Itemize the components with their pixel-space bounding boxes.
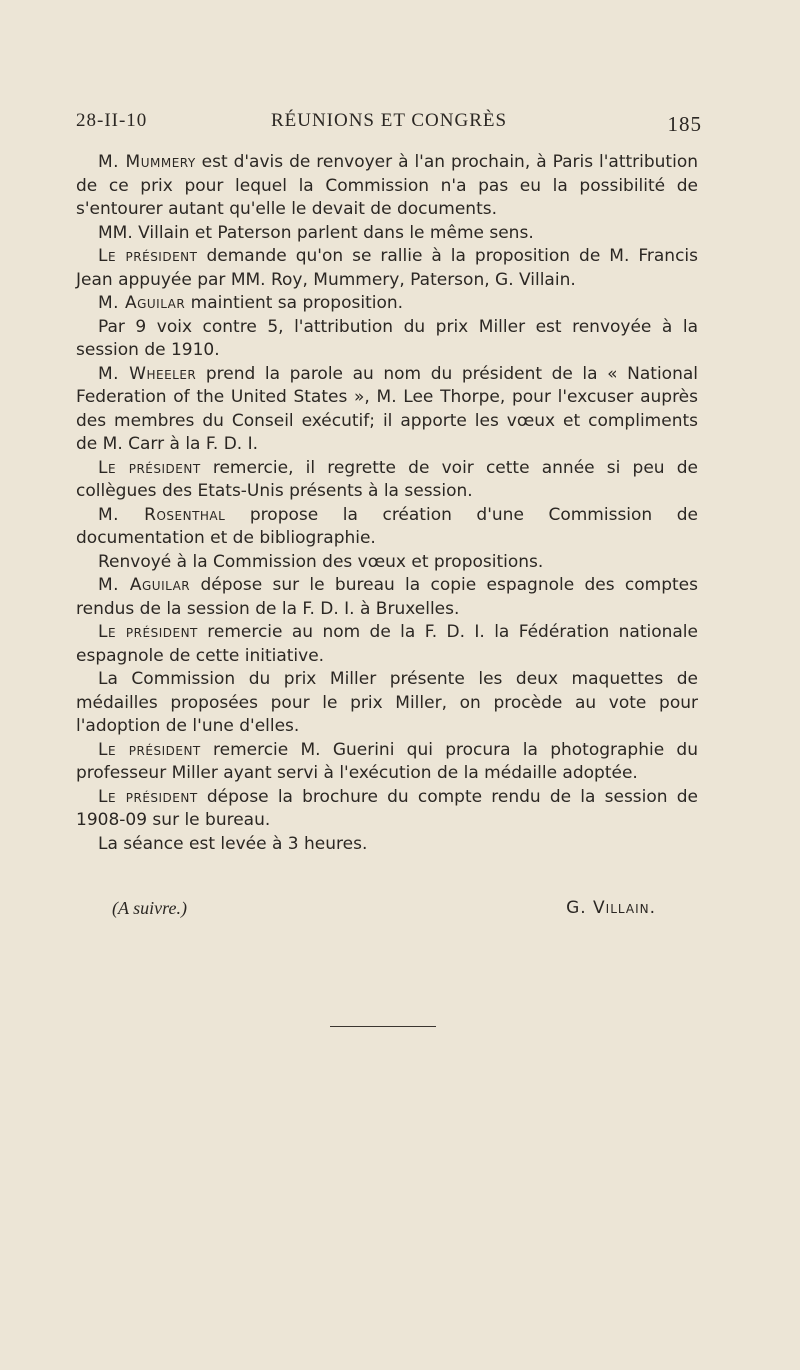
- paragraph: [76, 363, 698, 457]
- speaker-name: M. Wheeler: [98, 363, 197, 384]
- body-text: [76, 151, 698, 856]
- section-divider: [330, 1026, 436, 1027]
- to-be-continued: (A suivre.): [112, 898, 187, 918]
- running-title: RÉUNIONS ET CONGRÈS: [270, 110, 508, 131]
- speaker-name: M. Rosenthal: [98, 504, 226, 525]
- paragraph-text: demande qu'on se rallie à la proposition de M. Francis Jean appuyée par MM. Roy, Mummery, Paterson, G. Villain.: [76, 246, 698, 290]
- paragraph-text: prend la parole au nom du président de la « National Federation of the United States », M. Lee Thorpe, pour l'excuser auprès des membres du Conseil exécutif; il apporte les vœux et compliments de M. Carr à la F. D. I.: [76, 363, 698, 454]
- paragraph-text: propose la création d'une Commission de documentation et de bibliographie.: [76, 504, 699, 548]
- speaker-name: Le président: [98, 246, 198, 266]
- author-signature: G. Villain.: [566, 898, 656, 918]
- paragraph: [76, 786, 698, 833]
- paragraph: [76, 504, 698, 551]
- paragraph-text: dépose sur le bureau la copie espagnole des comptes rendus de la session de la F. D. I. à Bruxelles.: [76, 575, 699, 619]
- paragraph-text: dépose la brochure du compte rendu de la session de 1908-09 sur le bureau.: [76, 786, 698, 830]
- speaker-name: M. Mummery: [98, 152, 196, 172]
- speaker-name: Le président: [98, 457, 201, 478]
- speaker-name: M. Aguilar: [98, 575, 191, 595]
- paragraph: [76, 245, 698, 292]
- header-date: 28-II-10: [76, 110, 148, 131]
- paragraph: [76, 316, 698, 363]
- paragraph: [76, 833, 698, 857]
- paragraph: [76, 739, 698, 786]
- paragraph-text: maintient sa proposition.: [185, 293, 404, 313]
- speaker-name: M. Aguilar: [98, 293, 186, 313]
- paragraph-text: remercie M. Guerini qui procura la photographie du professeur Miller ayant servi à l'exécution de la médaille adoptée.: [76, 739, 698, 783]
- paragraph: [76, 574, 698, 621]
- paragraph: [76, 457, 698, 504]
- paragraph-text: MM. Villain et Paterson parlent dans le même sens.: [98, 222, 534, 243]
- paragraph-text: remercie au nom de la F. D. I. la Fédération nationale espagnole de cette initiative.: [76, 622, 698, 666]
- paragraph: [76, 621, 698, 668]
- speaker-name: Le président: [98, 786, 198, 807]
- page-number: 185: [667, 112, 702, 136]
- paragraph-text: remercie, il regrette de voir cette année si peu de collègues des Etats-Unis présents à la session.: [76, 457, 698, 501]
- paragraph-text: est d'avis de renvoyer à l'an prochain, à Paris l'attribution de ce prix pour lequel la Commission n'a pas eu la possibilité de s'entourer autant qu'elle le devait de documents.: [76, 152, 698, 219]
- paragraph: [76, 551, 698, 575]
- speaker-name: Le président: [98, 622, 198, 642]
- paragraph-text: La séance est levée à 3 heures.: [98, 833, 368, 854]
- paragraph: [76, 151, 698, 222]
- paragraph: [76, 668, 698, 739]
- paragraph-text: La Commission du prix Miller présente les deux maquettes de médailles proposées pour le prix Miller, on procède au vote pour l'adoption de l'une d'elles.: [76, 669, 698, 736]
- paragraph: [76, 292, 698, 316]
- paragraph-text: Par 9 voix contre 5, l'attribution du prix Miller est renvoyée à la session de 1910.: [76, 316, 698, 360]
- paragraph: [76, 222, 698, 246]
- paragraph-text: Renvoyé à la Commission des vœux et propositions.: [98, 551, 544, 572]
- speaker-name: Le président: [98, 739, 201, 760]
